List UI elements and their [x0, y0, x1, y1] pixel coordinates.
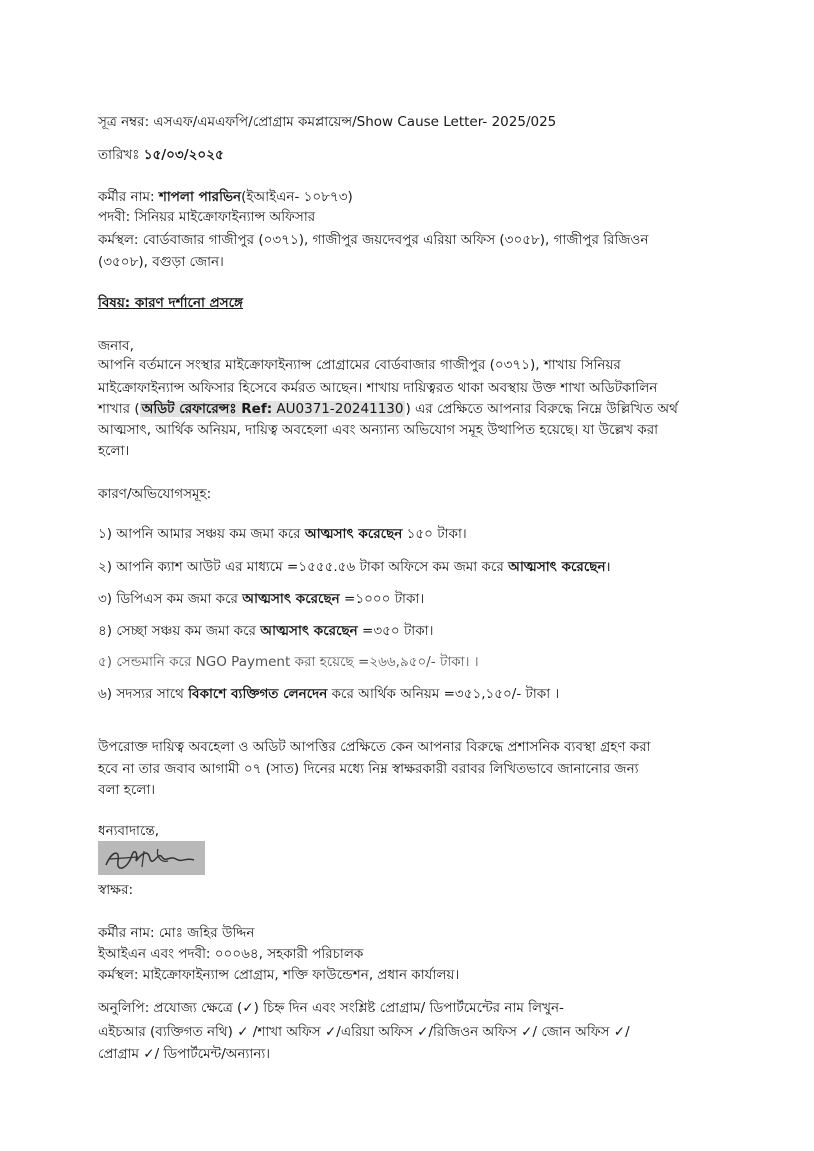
- reason-text-end: =৩৫০ টাকা।: [357, 623, 434, 639]
- body-line-3: [98, 400, 738, 419]
- salutation: জনাব,: [98, 338, 134, 354]
- reason-highlight: আত্মসাৎ করেছেন: [304, 526, 403, 542]
- reasons-heading: কারণ/অভিযোগসমূহ:: [98, 486, 212, 502]
- reason-highlight: আত্মসাৎ করেছেন: [260, 623, 358, 639]
- reason-text: ৫) সেন্ডমানি করে NGO Payment করা হয়েছে =২৬৬,৯৫০/- টাকা। ।: [98, 654, 479, 670]
- date-line: [98, 146, 738, 165]
- reason-text-end: =১০০০ টাকা।: [339, 591, 425, 607]
- reason-item: [98, 622, 738, 641]
- audit-reference-value: AU0371-20241130: [276, 401, 404, 417]
- reference-number: সূত্র নম্বর: এসএফ/এমএফপি/প্রোগ্রাম কমপ্লায়েন্স/Show Cause Letter- 2025/025: [98, 114, 557, 130]
- body-line-4: আত্মসাৎ, আর্থিক অনিয়ম, দায়িত্ব অবহেলা এবং অন্যান্য অভিযোগ সমূহ উত্থাপিত হয়েছে। যা উল্লেখ করা: [98, 422, 659, 438]
- closing: ধন্যবাদান্তে,: [98, 823, 159, 839]
- body-line-3-post: ) এর প্রেক্ষিতে আপনার বিরুদ্ধে নিম্নে উল্লিখিত অর্থ: [405, 401, 678, 417]
- reason-text: ১) আপনি আমার সঞ্চয় কম জমা করে: [98, 526, 305, 542]
- reason-item: [98, 558, 738, 577]
- reason-highlight: আত্মসাৎ করেছেন: [508, 559, 606, 575]
- reason-text-end: ।: [605, 559, 611, 575]
- body-line-1: আপনি বর্তমানে সংস্থার মাইক্রোফাইন্যান্স প্রোগ্রামের বোর্ডবাজার গাজীপুর (০৩৭১), শাখায় সিনিয়র: [98, 357, 621, 373]
- signatory-workplace: কর্মস্থল: মাইক্রোফাইন্যান্স প্রোগ্রাম, শক্তি ফাউন্ডেশন, প্রধান কার্যালয়।: [98, 967, 460, 983]
- reason-highlight: আত্মসাৎ করেছেন: [242, 591, 340, 607]
- date-label: তারিখঃ: [98, 147, 140, 163]
- conclusion-line-2: হবে না তার জবাব আগামী ০৭ (সাত) দিনের মধ্যে নিম্ন স্বাক্ষরকারী বরাবর লিখিতভাবে জানানোর জন্য: [98, 761, 639, 777]
- reason-text: ৩) ডিপিএস কম জমা করে: [98, 591, 243, 607]
- reason-item: [98, 685, 738, 704]
- subject-text: বিষয়: কারণ দর্শানো প্রসঙ্গে: [98, 295, 243, 311]
- reason-text-end: ১৫০ টাকা।: [402, 526, 467, 542]
- date-value: ১৫/০৩/২০২৫: [143, 147, 224, 163]
- signature-image: [98, 841, 205, 875]
- employee-name-value: শাপলা পারভিন: [158, 189, 242, 205]
- reason-text: ২) আপনি ক্যাশ আউট এর মাধ্যমে =১৫৫৫.৫৬ টাকা অফিসে কম জমা করে: [98, 559, 509, 575]
- cc-line-2: এইচআর (ব্যক্তিগত নথি) ✓ /শাখা অফিস ✓/এরিয়া অফিস ✓/রিজিওন অফিস ✓/ জোন অফিস ✓/: [98, 1024, 630, 1040]
- cc-line-3: প্রোগ্রাম ✓/ ডিপার্টমেন্ট/অন্যান্য।: [98, 1046, 271, 1062]
- conclusion-line-1: উপরোক্ত দায়িত্ব অবহেলা ও অডিট আপত্তির প্রেক্ষিতে কেন আপনার বিরুদ্ধে প্রশাসনিক ব্যবস্থা গ্রহণ করা: [98, 739, 651, 755]
- signature-scribble: [98, 841, 205, 875]
- signature-label: স্বাক্ষর:: [98, 882, 134, 898]
- reason-text: ৪) সেচ্ছা সঞ্চয় কম জমা করে: [98, 623, 261, 639]
- reason-text: ৬) সদস্যর সাথে: [98, 686, 189, 702]
- body-line-3-pre: শাখার (: [98, 401, 140, 417]
- body-line-2: মাইক্রোফাইন্যান্স অফিসার হিসেবে কর্মরত আছেন। শাখায় দায়িত্বরত থাকা অবস্থায় উক্ত শাখা অডিটকালিন: [98, 380, 658, 396]
- audit-reference-label: অডিট রেফারেন্সঃ Ref:: [141, 401, 273, 417]
- conclusion-line-3: বলা হলো।: [98, 782, 156, 798]
- signatory-id-designation: ইআইএন এবং পদবী: ০০০৬৪, সহকারী পরিচালক: [98, 946, 364, 962]
- signatory-name: কর্মীর নাম: মোঃ জহির উদ্দিন: [98, 925, 255, 941]
- reason-item: [98, 525, 738, 544]
- audit-reference: [140, 401, 406, 417]
- employee-name-line: [98, 188, 738, 207]
- reason-item: [98, 653, 738, 672]
- reason-highlight: বিকাশে ব্যক্তিগত লেনদেন: [188, 686, 328, 702]
- reason-text-end: করে আর্থিক অনিয়ম =৩৫১,১৫০/- টাকা ।: [327, 686, 560, 702]
- employee-designation: পদবী: সিনিয়র মাইক্রোফাইন্যান্স অফিসার: [98, 209, 316, 225]
- body-line-5: হলো।: [98, 443, 130, 459]
- employee-workplace-line-2: (৩৫০৮), বগুড়া জোন।: [98, 254, 224, 270]
- subject-line: [98, 294, 738, 313]
- employee-name-label: কর্মীর নাম:: [98, 189, 155, 205]
- employee-id: (ইআইএন- ১০৮৭৩): [241, 189, 353, 205]
- reason-item: [98, 590, 738, 609]
- employee-workplace-line-1: কর্মস্থল: বোর্ডবাজার গাজীপুর (০৩৭১), গাজীপুর জয়দেবপুর এরিয়া অফিস (৩০৫৮), গাজীপুর রিজিওন: [98, 232, 649, 248]
- cc-line-1: অনুলিপি: প্রযোজ্য ক্ষেত্রে (✓) চিহ্ন দিন এবং সংশ্লিষ্ট প্রোগ্রাম/ ডিপার্টমেন্টের নাম লিখুন-: [98, 1000, 564, 1016]
